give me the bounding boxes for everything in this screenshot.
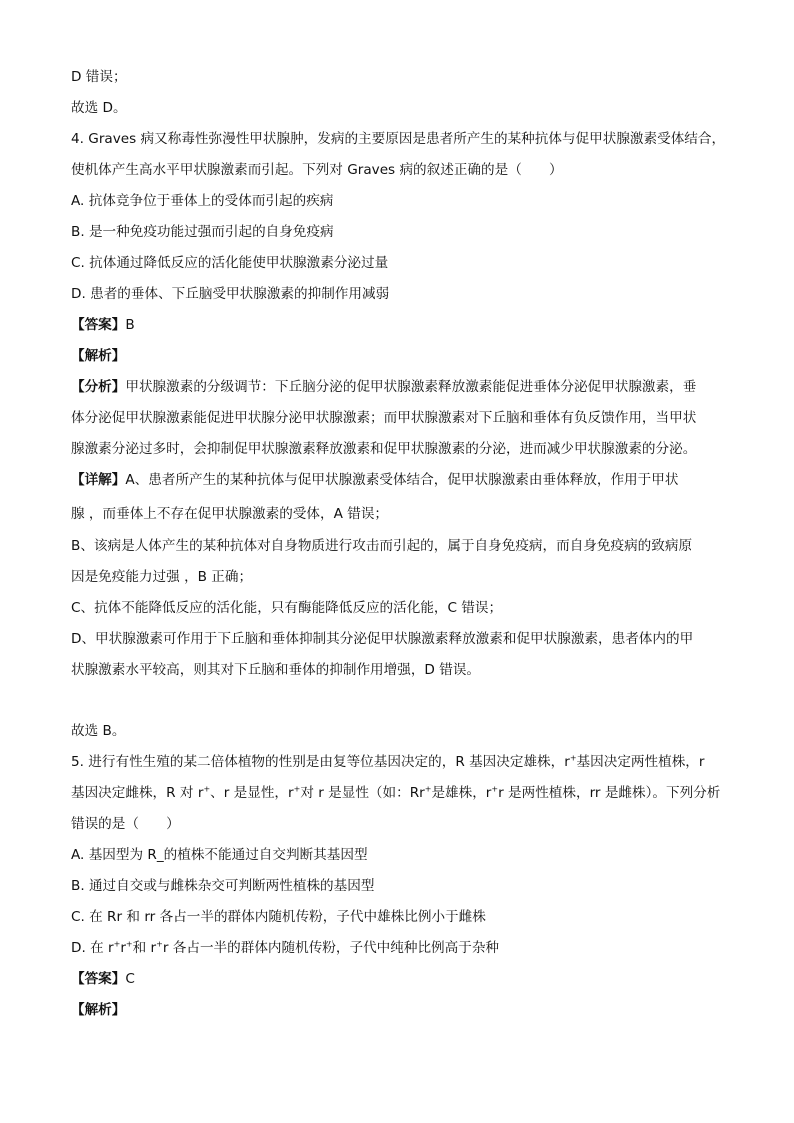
- q5-stem-line2: 基因决定雌株，R 对 r+、r 是显性，r+对 r 是显性（如：Rr+是雄株，r+r 是两性植株，rr 是雌株）。下列分析: [71, 784, 721, 801]
- q4-xiangjie-line6: D、甲状腺激素可作用于下丘脑和垂体抑制其分泌促甲状腺激素释放激素和促甲状腺激素，患者体内的甲: [71, 631, 694, 647]
- q5-option-a: A. 基因型为 R_的植株不能通过自交判断其基因型: [71, 847, 368, 863]
- q4-xiangjie-line4: 因是免疫能力过强 ，B 正确；: [71, 569, 253, 585]
- q4-option-c: C. 抗体通过降低反应的活化能使甲状腺激素分泌过量: [71, 255, 389, 271]
- q4-stem-line1: 4. Graves 病又称毒性弥漫性甲状腺肿，发病的主要原因是患者所产生的某种抗体与促甲状腺激素受体结合，: [71, 131, 726, 147]
- q4-fenxi-line3: 腺激素分泌过多时，会抑制促甲状腺激素释放激素和促甲状腺激素的分泌，进而减少甲状腺激素的分泌。: [71, 441, 697, 457]
- q4-fenxi-line1: 【分析】甲状腺激素的分级调节：下丘脑分泌的促甲状腺激素释放激素能促进垂体分泌促甲状腺激素，垂: [71, 379, 697, 395]
- fenxi-label: 【分析】: [71, 379, 126, 395]
- q5-answer: [71, 970, 135, 988]
- q5-stem-line1: 5. 进行有性生殖的某二倍体植物的性别是由复等位基因决定的，R 基因决定雄株，r+基因决定两性植株，r: [71, 753, 705, 770]
- q4-fenxi-line2: 体分泌促甲状腺激素能促进甲状腺分泌甲状腺激素；而甲状腺激素对下丘脑和垂体有负反馈作用，当甲状: [71, 410, 697, 426]
- q5-analysis-label: 【解析】: [71, 1002, 126, 1018]
- xiangjie-label: 【详解】: [71, 472, 126, 488]
- q5-option-c: C. 在 Rr 和 rr 各占一半的群体内随机传粉，子代中雄株比例小于雌株: [71, 909, 486, 925]
- q4-xiangjie-line1: 【详解】A、患者所产生的某种抗体与促甲状腺激素受体结合，促甲状腺激素由垂体释放，作用于甲状: [71, 472, 679, 488]
- q4-xiangjie-line3: B、该病是人体产生的某种抗体对自身物质进行攻击而引起的，属于自身免疫病，而自身免疫病的致病原: [71, 538, 693, 554]
- q4-analysis-label: 【解析】: [71, 348, 126, 364]
- q4-option-b: B. 是一种免疫功能过强而引起的自身免疫病: [71, 224, 334, 240]
- q5-stem-line3: 错误的是（ ）: [71, 816, 180, 832]
- answer-value: C: [125, 971, 135, 987]
- q4-xiangjie-line5: C、抗体不能降低反应的活化能，只有酶能降低反应的活化能，C 错误；: [71, 600, 503, 616]
- q5-option-d: D. 在 r+r+和 r+r 各占一半的群体内随机传粉，子代中纯种比例高于杂种: [71, 939, 500, 956]
- q4-stem-line2: 使机体产生高水平甲状腺激素而引起。下列对 Graves 病的叙述正确的是（ ）: [71, 162, 563, 178]
- q4-option-d: D. 患者的垂体、下丘脑受甲状腺激素的抑制作用减弱: [71, 286, 390, 302]
- q4-choose: 故选 B。: [71, 723, 126, 739]
- answer-label: 【答案】: [71, 317, 126, 333]
- answer-value: B: [125, 317, 135, 333]
- prev-choose: 故选 D。: [71, 100, 127, 116]
- answer-label: 【答案】: [71, 971, 126, 987]
- q4-xiangjie-line2: 腺 ，而垂体上不存在促甲状腺激素的受体，A 错误；: [71, 506, 389, 522]
- q4-option-a: A. 抗体竞争位于垂体上的受体而引起的疾病: [71, 193, 334, 209]
- prev-d-wrong: D 错误；: [71, 69, 127, 85]
- q5-option-b: B. 通过自交或与雌株杂交可判断两性植株的基因型: [71, 878, 375, 894]
- q4-xiangjie-line7: 状腺激素水平较高，则其对下丘脑和垂体的抑制作用增强，D 错误。: [71, 662, 481, 678]
- q4-answer: [71, 316, 135, 334]
